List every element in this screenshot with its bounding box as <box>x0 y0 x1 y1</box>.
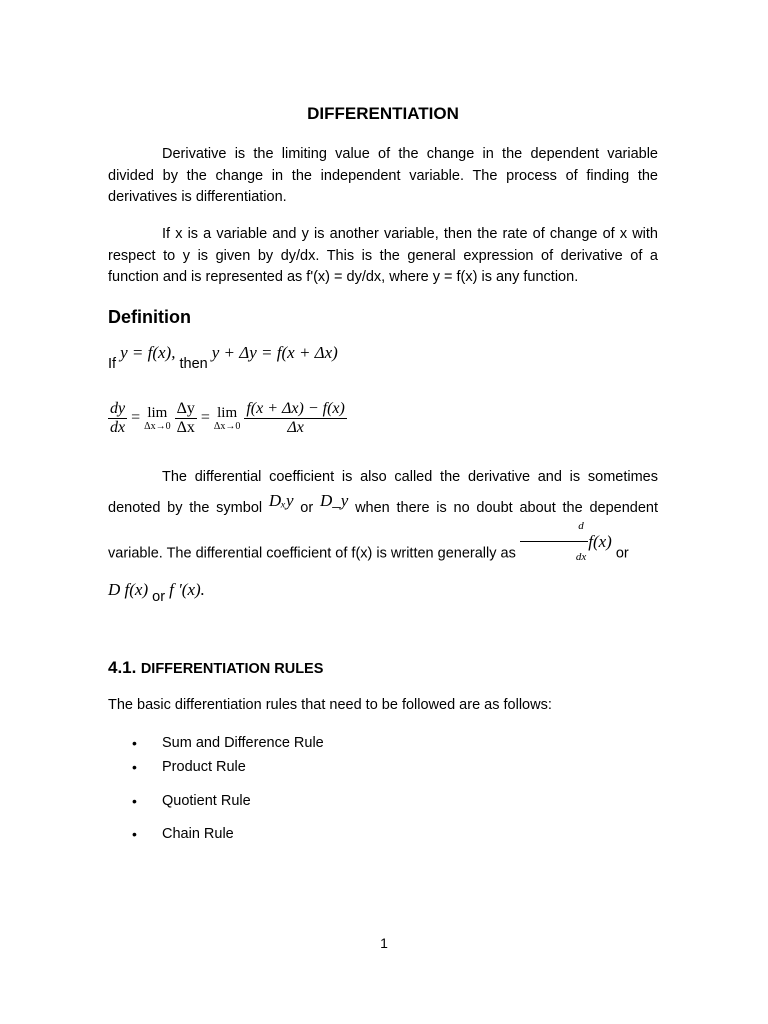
page-title: DIFFERENTIATION <box>307 104 459 123</box>
difference-quotient-numerator: f(x + Δx) − f(x) <box>246 400 345 417</box>
equation-y-plus-delta: y + Δy = f(x + Δx) <box>211 343 338 362</box>
list-item: • Sum and Difference Rule <box>108 735 324 759</box>
differentiation-rules-heading <box>108 658 323 678</box>
fx-expression: f(x) <box>588 532 612 552</box>
rules-list <box>108 735 324 842</box>
equation-y-equals-fx: y = f(x), <box>120 343 176 362</box>
difference-quotient-denominator: Δx <box>244 418 347 437</box>
paragraph-derivative-definition: Derivative is the limiting value of the change in the dependent variable divided by the change in the independent variable. The process of finding the derivatives is differentiation. <box>108 146 658 205</box>
delta-y-delta-x-fraction <box>175 400 197 437</box>
limit-operator-2 <box>214 406 240 432</box>
section-title: DIFFERENTIATION RULES <box>140 661 324 677</box>
if-then-line <box>108 343 658 372</box>
paragraph-rate-of-change: If x is a variable and y is another variable, then the rate of change of x with respect to y is given by dy/dx. This is the general expression of derivative of a function and is represented as f'(x) = dy/dx, where y = f(x) is any function. <box>108 226 658 285</box>
delta-y-numerator: Δy <box>176 400 195 417</box>
page-number: 1 <box>380 935 388 951</box>
f-prime-notation: f ′(x). <box>169 580 205 599</box>
definition-heading: Definition <box>108 307 191 327</box>
symbol-dxy: Dₓy <box>268 491 294 510</box>
rules-intro: The basic differentiation rules that need to be followed are as follows: <box>108 697 552 713</box>
para3-text-a: The differential coefficient is also called the derivative and is sometimes denoted by the symbol <box>108 469 658 516</box>
dy-dx-fraction <box>108 400 127 437</box>
lim-word: lim <box>147 404 168 421</box>
dx-denominator: dx <box>110 419 126 436</box>
para3-text-b: when there is no doubt about the dependent variable. The differential coefficient of f(x) is written generally as <box>108 500 658 562</box>
list-item: • Quotient Rule <box>108 793 324 826</box>
then-word: then <box>179 356 208 372</box>
d-numerator: d <box>578 520 584 532</box>
derivative-limit-formula: $\frac{dy}{dx}$ = lim Δx→0 $\frac{\Delta y}{\Delta x}$ = lim Δx→0 $\frac{f(x + \Delta x) - f(x)}{\Delta x}$ <box>110 400 345 436</box>
lim-subscript: Δx→0 <box>144 420 171 432</box>
derivative-notations-line <box>108 580 658 605</box>
or-word: or <box>152 589 166 605</box>
list-item: • Chain Rule <box>108 826 324 842</box>
lim-subscript: Δx→0 <box>213 420 241 432</box>
difference-quotient-fraction <box>244 400 347 437</box>
delta-x-denominator: Δx <box>176 419 195 436</box>
dy-numerator: dy <box>110 400 126 417</box>
list-item: • Product Rule <box>108 759 324 793</box>
d-fx-notation: D f(x) <box>108 580 149 599</box>
limit-operator-1 <box>144 406 170 432</box>
lim-word: lim <box>217 404 238 421</box>
paragraph-differential-coefficient <box>108 462 658 584</box>
section-number: 4.1. <box>108 658 137 677</box>
symbol-dy: D_y <box>319 491 349 510</box>
if-word: If <box>108 356 117 372</box>
or-word: or <box>300 500 314 516</box>
d-dx-operator <box>520 511 588 572</box>
or-word: or <box>615 545 629 562</box>
dx-denominator: dx <box>520 541 588 572</box>
